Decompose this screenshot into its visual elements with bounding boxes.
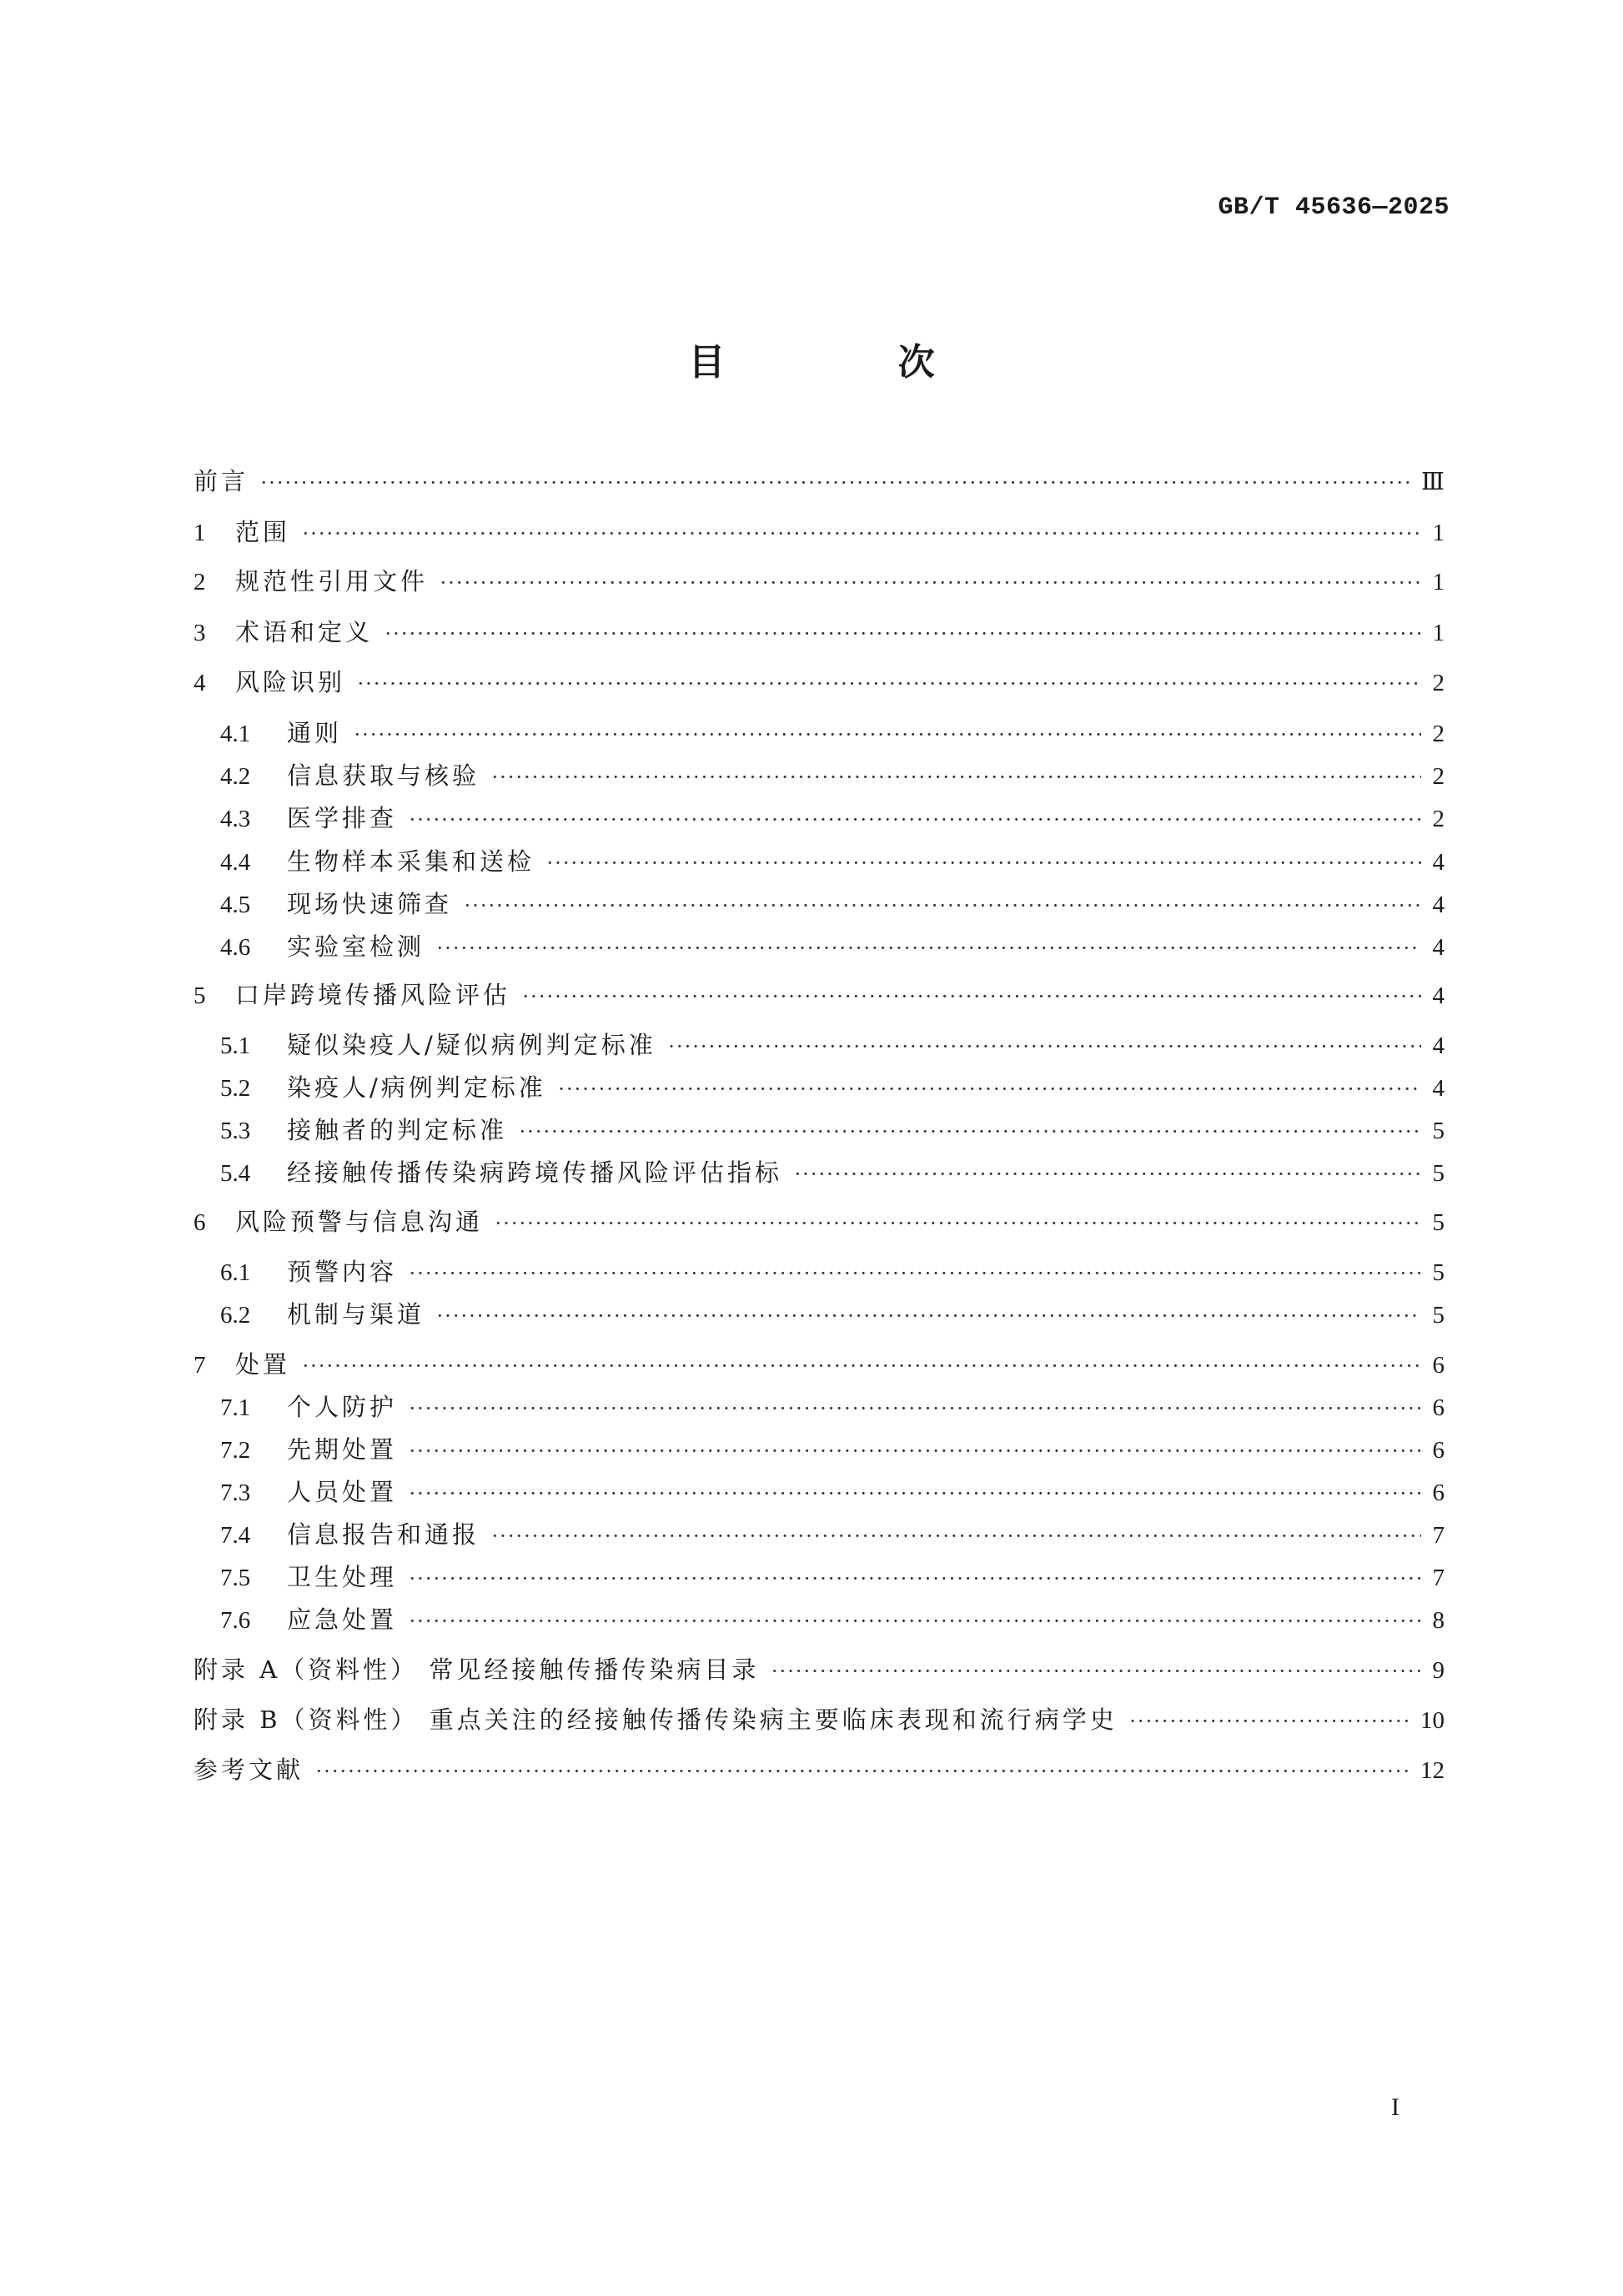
toc-entry-title: 风险预警与信息沟通	[235, 1208, 484, 1236]
toc-entry-title: 附录 A（资料性） 常见经接触传播传染病目录	[193, 1655, 760, 1684]
toc-dot-leader	[436, 1299, 1421, 1333]
toc-dot-leader	[546, 847, 1421, 880]
toc-entry-page: 5	[1432, 1259, 1445, 1286]
toc-entry[interactable]	[220, 1156, 1445, 1189]
toc-entry-title: 术语和定义	[235, 618, 374, 646]
toc-entry-title: 人员处置	[287, 1478, 398, 1506]
toc-entry-page: 1	[1432, 569, 1445, 595]
toc-entry-page: 7	[1432, 1522, 1445, 1549]
toc-entry-title: 前言	[193, 467, 249, 495]
toc-entry[interactable]	[220, 845, 1445, 878]
toc-entry-page: 4	[1432, 982, 1445, 1009]
toc-entry-number: 3	[193, 620, 206, 646]
toc-entry-number: 5.1	[220, 1032, 251, 1059]
toc-entry-page: 8	[1432, 1607, 1445, 1634]
toc-entry-title: 医学排查	[287, 804, 398, 832]
toc-entry-page: Ⅲ	[1421, 469, 1445, 495]
toc-dot-leader	[302, 517, 1421, 550]
toc-dot-leader	[409, 1477, 1421, 1510]
toc-dot-leader	[522, 980, 1421, 1013]
toc-entry[interactable]	[220, 1255, 1445, 1289]
toc-entry-number: 6.2	[220, 1302, 251, 1329]
toc-entry-page: 2	[1432, 670, 1445, 696]
toc-entry-number: 6.1	[220, 1259, 251, 1286]
toc-entry-number: 5.4	[220, 1160, 251, 1187]
toc-entry[interactable]	[220, 887, 1445, 921]
toc-entry[interactable]	[220, 1113, 1445, 1147]
toc-dot-leader	[771, 1655, 1421, 1688]
toc-entry-page: 5	[1432, 1160, 1445, 1187]
toc-dot-leader	[409, 1605, 1421, 1638]
page-title: 目 次	[688, 341, 1015, 384]
toc-entry-title: 染疫人/病例判定标准	[287, 1073, 546, 1102]
toc-entry-title: 接触者的判定标准	[287, 1116, 508, 1144]
toc-entry[interactable]	[220, 1028, 1445, 1062]
toc-entry-page: 2	[1432, 721, 1445, 747]
toc-entry-title: 风险识别	[235, 668, 346, 696]
toc-entry-number: 7	[193, 1352, 206, 1379]
toc-entry-number: 7.4	[220, 1522, 251, 1549]
toc-entry-number: 4.2	[220, 763, 251, 790]
toc-entry-number: 4.5	[220, 892, 251, 918]
toc-dot-leader	[354, 718, 1421, 751]
toc-entry-page: 6	[1432, 1480, 1445, 1506]
toc-dot-leader	[436, 932, 1421, 965]
toc-entry-number: 5.3	[220, 1118, 251, 1144]
toc-entry-page: 7	[1432, 1565, 1445, 1591]
toc-entry[interactable]	[193, 465, 1445, 498]
toc-entry-number: 6	[193, 1209, 206, 1236]
toc-dot-leader	[302, 1349, 1421, 1383]
toc-entry[interactable]	[220, 1518, 1445, 1551]
toc-entry[interactable]	[193, 1653, 1445, 1686]
toc-entry[interactable]	[220, 1433, 1445, 1466]
toc-entry-page: 12	[1420, 1757, 1445, 1784]
toc-entry-title: 机制与渠道	[287, 1300, 425, 1329]
toc-entry-page: 6	[1432, 1437, 1445, 1464]
toc-entry-number: 4.6	[220, 934, 251, 961]
toc-entry-page: 6	[1432, 1394, 1445, 1421]
toc-entry-page: 4	[1432, 1032, 1445, 1059]
toc-entry-page: 10	[1420, 1707, 1445, 1734]
toc-dot-leader	[384, 617, 1421, 651]
toc-entry-page: 5	[1432, 1118, 1445, 1144]
toc-entry-title: 先期处置	[287, 1435, 398, 1464]
toc-entry[interactable]	[193, 515, 1445, 549]
toc-entry[interactable]	[220, 1603, 1445, 1636]
toc-entry-title: 应急处置	[287, 1605, 398, 1634]
toc-entry-title: 预警内容	[287, 1258, 398, 1286]
toc-dot-leader	[409, 803, 1421, 837]
toc-entry[interactable]	[220, 716, 1445, 750]
toc-entry[interactable]	[193, 1205, 1445, 1238]
toc-dot-leader	[409, 1434, 1421, 1468]
toc-dot-leader	[495, 1207, 1421, 1240]
toc-entry-page: 1	[1432, 620, 1445, 646]
toc-entry-number: 4	[193, 670, 206, 696]
toc-entry-number: 7.6	[220, 1607, 251, 1634]
toc-entry-page: 9	[1432, 1657, 1445, 1684]
toc-entry-page: 4	[1432, 892, 1445, 918]
toc-entry-title: 卫生处理	[287, 1563, 398, 1591]
toc-entry-page: 5	[1432, 1209, 1445, 1236]
toc-entry[interactable]	[193, 615, 1445, 649]
toc-entry-page: 2	[1432, 763, 1445, 790]
toc-entry-page: 4	[1432, 849, 1445, 876]
toc-dot-leader	[519, 1115, 1421, 1148]
toc-entry[interactable]	[193, 978, 1445, 1012]
toc-entry[interactable]	[193, 1348, 1445, 1381]
toc-entry[interactable]	[193, 666, 1445, 699]
toc-dot-leader	[794, 1158, 1421, 1191]
toc-entry-number: 7.5	[220, 1565, 251, 1591]
toc-entry-title: 实验室检测	[287, 932, 425, 961]
toc-entry-page: 4	[1432, 934, 1445, 961]
toc-entry-number: 5	[193, 982, 206, 1009]
toc-entry-title: 规范性引用文件	[235, 567, 429, 595]
toc-dot-leader	[668, 1030, 1421, 1063]
toc-entry-title: 范围	[235, 518, 291, 546]
toc-dot-leader	[464, 889, 1421, 922]
toc-entry-number: 7.2	[220, 1437, 251, 1464]
toc-dot-leader	[260, 466, 1413, 500]
toc-entry-number: 5.2	[220, 1075, 251, 1102]
toc-entry-page: 6	[1432, 1352, 1445, 1379]
toc-entry-title: 现场快速筛查	[287, 890, 453, 918]
toc-dot-leader	[357, 667, 1421, 701]
toc-entry[interactable]	[220, 1298, 1445, 1331]
toc-entry-page: 2	[1432, 806, 1445, 832]
toc-entry-page: 5	[1432, 1302, 1445, 1329]
toc-entry-number: 4.3	[220, 806, 251, 832]
toc-entry-title: 参考文献	[193, 1756, 304, 1784]
toc-entry-title: 信息报告和通报	[287, 1520, 480, 1549]
toc-entry-title: 通则	[287, 719, 343, 747]
toc-entry-number: 2	[193, 569, 206, 595]
toc-entry-title: 处置	[235, 1350, 291, 1379]
toc-dot-leader	[491, 1520, 1421, 1553]
toc-dot-leader	[558, 1073, 1421, 1106]
toc-entry-title: 信息获取与核验	[287, 761, 480, 790]
toc-entry-number: 7.3	[220, 1480, 251, 1506]
page-number: I	[1391, 2093, 1399, 2121]
toc-dot-leader	[1129, 1705, 1412, 1738]
toc-dot-leader	[315, 1755, 1412, 1788]
toc-entry-number: 1	[193, 520, 206, 546]
toc-entry[interactable]	[220, 1475, 1445, 1509]
toc-entry-title: 生物样本采集和送检	[287, 847, 535, 876]
toc-entry-title: 口岸跨境传播风险评估	[235, 981, 511, 1009]
toc-entry[interactable]	[193, 1703, 1445, 1736]
toc-entry[interactable]	[193, 1753, 1445, 1786]
toc-dot-leader	[409, 1562, 1421, 1595]
toc-dot-leader	[409, 1257, 1421, 1290]
toc-entry[interactable]	[220, 759, 1445, 792]
toc-dot-leader	[491, 761, 1421, 794]
toc-entry[interactable]	[220, 1560, 1445, 1594]
toc-entry[interactable]	[220, 930, 1445, 963]
toc-entry-page: 1	[1432, 520, 1445, 546]
toc-entry-title: 疑似染疫人/疑似病例判定标准	[287, 1031, 656, 1059]
standard-code: GB/T 45636—2025	[1218, 193, 1450, 222]
toc-entry-page: 4	[1432, 1075, 1445, 1102]
toc-entry[interactable]	[193, 565, 1445, 598]
toc-dot-leader	[409, 1392, 1421, 1425]
toc-entry[interactable]	[220, 1390, 1445, 1424]
toc-entry-title: 经接触传播传染病跨境传播风险评估指标	[287, 1158, 783, 1187]
toc-entry-number: 4.4	[220, 849, 251, 876]
toc-entry-title: 个人防护	[287, 1393, 398, 1421]
toc-entry-number: 4.1	[220, 721, 251, 747]
toc-entry-title: 附录 B（资料性） 重点关注的经接触传播传染病主要临床表现和流行病学史	[193, 1706, 1118, 1734]
toc-entry[interactable]	[220, 801, 1445, 835]
toc-entry[interactable]	[220, 1071, 1445, 1104]
toc-dot-leader	[440, 566, 1421, 600]
toc-entry-number: 7.1	[220, 1394, 251, 1421]
